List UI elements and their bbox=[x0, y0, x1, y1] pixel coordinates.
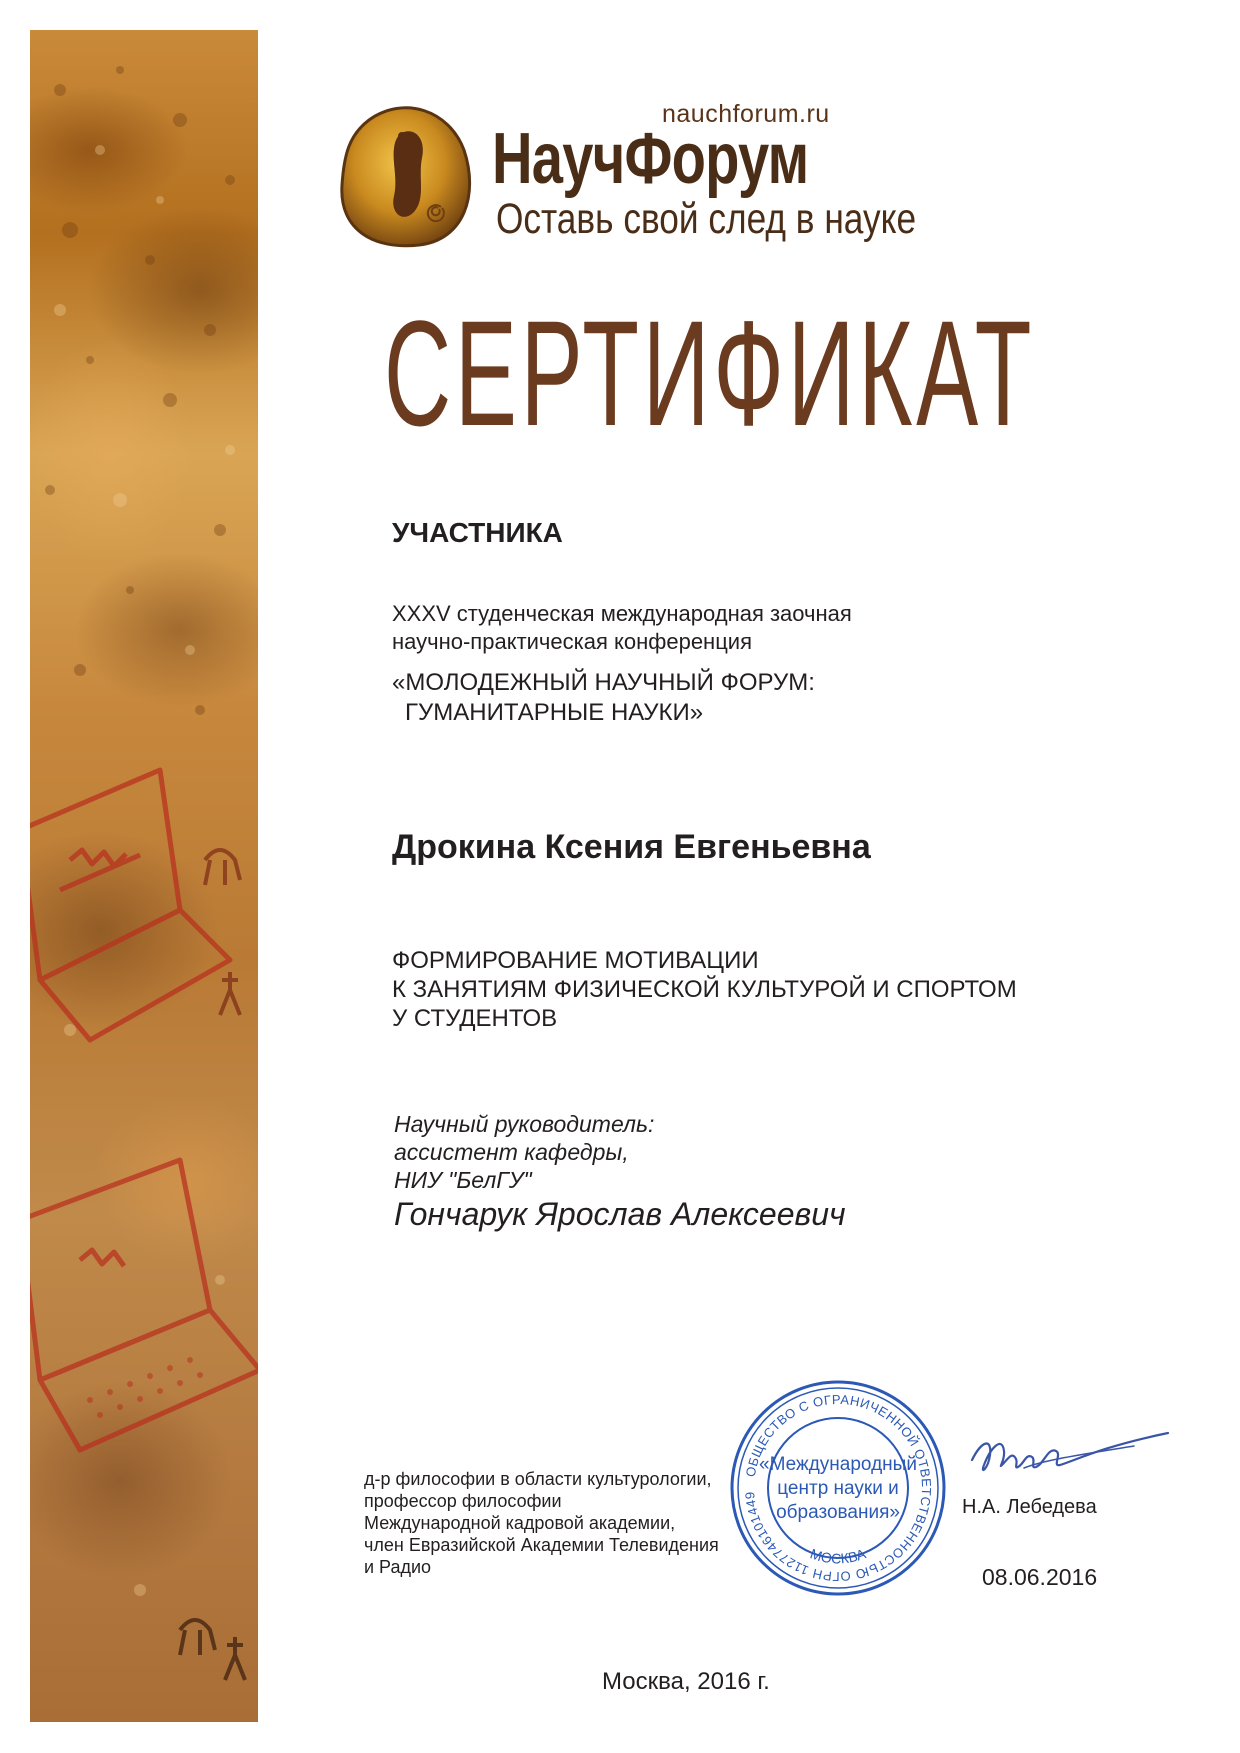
topic-line: ФОРМИРОВАНИЕ МОТИВАЦИИ bbox=[392, 947, 759, 974]
signer-credential-line: и Радио bbox=[364, 1557, 432, 1577]
logo-slogan: Оставь свой след в науке bbox=[496, 195, 917, 243]
signer-credential-line: Международной кадровой академии, bbox=[364, 1513, 676, 1533]
certificate-title: СЕРТИФИКАТ bbox=[384, 289, 1036, 457]
supervisor-line: ассистент кафедры, bbox=[394, 1139, 629, 1165]
supervisor-line: Научный руководитель: bbox=[394, 1111, 655, 1137]
stamp-center-line: центр науки и bbox=[777, 1478, 899, 1499]
conference-description bbox=[392, 600, 852, 656]
participant-label: УЧАСТНИКА bbox=[392, 517, 563, 548]
supervisor-info bbox=[394, 1110, 654, 1194]
stamp-city: МОСКВА bbox=[808, 1545, 868, 1567]
city-year: Москва, 2016 г. bbox=[602, 1668, 770, 1695]
topic-line: К ЗАНЯТИЯМ ФИЗИЧЕСКОЙ КУЛЬТУРОЙ И СПОРТОМ bbox=[392, 976, 1017, 1003]
nauchforum-logo bbox=[334, 100, 484, 250]
conference-line: научно-практическая конференция bbox=[392, 629, 753, 654]
conference-name-line: ГУМАНИТАРНЫЕ НАУКИ» bbox=[405, 699, 704, 726]
stamp-ring-text: ОБЩЕСТВО С ОГРАНИЧЕННОЙ ОТВЕТСТВЕННОСТЬЮ ОГРН 1127746101449 bbox=[742, 1391, 935, 1585]
handwritten-signature bbox=[964, 1420, 1186, 1490]
signer-credential-line: профессор философии bbox=[364, 1491, 562, 1511]
conference-name bbox=[392, 668, 815, 728]
svg-text:МОСКВА bbox=[808, 1545, 868, 1566]
paper-topic bbox=[392, 946, 1017, 1033]
cave-painting-illustration bbox=[30, 30, 258, 1722]
stamp-center-line: «Международный bbox=[759, 1454, 917, 1475]
signer-credentials bbox=[364, 1468, 719, 1578]
official-stamp bbox=[728, 1378, 948, 1598]
logo-brand-name: НаучФорум bbox=[492, 119, 809, 199]
signer-name: Н.А. Лебедева bbox=[962, 1496, 1097, 1518]
issue-date: 08.06.2016 bbox=[982, 1564, 1098, 1590]
topic-line: У СТУДЕНТОВ bbox=[392, 1005, 558, 1032]
participant-name: Дрокина Ксения Евгеньевна bbox=[392, 828, 871, 866]
supervisor-name: Гончарук Ярослав Алексеевич bbox=[394, 1196, 846, 1232]
conference-name-line: «МОЛОДЕЖНЫЙ НАУЧНЫЙ ФОРУМ: bbox=[392, 669, 815, 696]
supervisor-line: НИУ "БелГУ" bbox=[394, 1167, 532, 1193]
conference-line: XXXV студенческая международная заочная bbox=[392, 601, 852, 626]
stamp-center-line: образования» bbox=[776, 1502, 900, 1523]
signer-credential-line: д-р философии в области культурологии, bbox=[364, 1469, 712, 1489]
decorative-side-strip bbox=[30, 30, 258, 1722]
logo-url: nauchforum.ru bbox=[662, 100, 830, 128]
signer-credential-line: член Евразийской Академии Телевидения bbox=[364, 1535, 719, 1555]
